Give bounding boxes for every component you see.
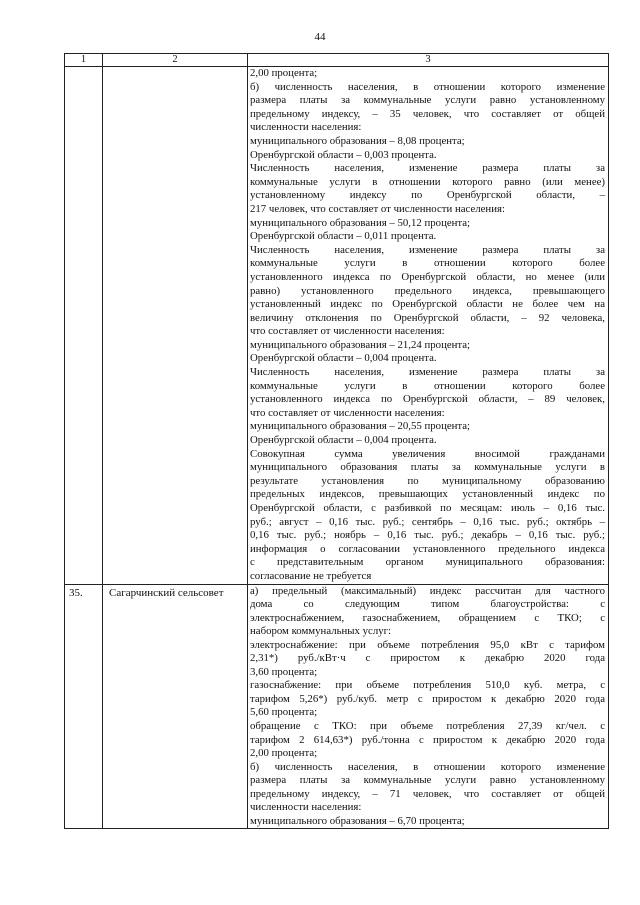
text-line: обращение с ТКО: при объеме потребления 27,39 кг/чел. с [250,720,605,733]
text-line: численности населения: [250,121,362,134]
text-line: величину отклонения по Оренбургской области, – 92 человека, [250,311,605,324]
text-line: численности населения: [250,801,362,814]
text-line: информация о согласовании установленного предельного индекса [250,542,605,555]
municipality-name [103,67,247,69]
text-line: б) численность населения, в отношении которого изменение [250,80,605,93]
text-line: 3,60 процента; [250,665,318,678]
text-line: электроснабжением, газоснабжением, обращением с ТКО; с [250,611,605,624]
text-line: муниципального образования – 6,70 процента; [250,814,465,827]
text-line: результате установления по муниципальному образованию [250,474,605,487]
text-line: коммунальные услуги в отношении которого более [250,379,605,392]
text-line: размера платы за коммунальные услуги равно установленному [250,774,605,787]
text-line: а) предельный (максимальный) индекс рассчитан для частного [250,584,605,597]
text-line: тарифом 2 614,63*) руб./тонна с приростом к декабрю 2020 года [250,733,605,746]
text-line: дома со следующим типом благоустройства: с [250,598,605,611]
text-line: б) численность населения, в отношении которого изменение [250,760,605,773]
row-number-cell [65,584,103,829]
text-line: коммунальные услуги в отношении которого равно (или менее) [250,175,605,188]
municipality-cell [103,584,248,829]
text-line: муниципального образования – 21,24 процента; [250,338,471,351]
text-line: установленному индексу по Оренбургской области, – [250,189,605,202]
text-line: Численность населения, изменение размера платы за [250,243,605,256]
text-line: 2,00 процента; [250,67,318,79]
text-line: 0,16 тыс. руб.; ноябрь – 0,16 тыс. руб.; декабрь – 0,16 тыс. руб.; [250,529,605,542]
table-header-row [65,54,609,67]
text-line: установленный индекс по Оренбургской области не более чем на [250,298,605,311]
text-line: Оренбургской области – 0,003 процента. [250,148,437,161]
text-line: муниципального образования – 20,55 процента; [250,420,471,433]
text-line: Совокупная сумма увеличения вносимой гражданами [250,447,605,460]
municipality-cell [103,67,248,585]
text-line: с представительным органом муниципального образования: [250,556,605,569]
text-line: что составляет от численности населения: [250,325,445,338]
text-line: размера платы за коммунальные услуги равно установленному [250,94,605,107]
text-line: муниципального образования – 8,08 процента; [250,134,465,147]
municipality-name: Сагарчинский сельсовет [109,586,224,599]
table-row [65,584,609,829]
text-line: предельных индексов, превышающих установленный индекс по [250,488,605,501]
table-row [65,67,609,585]
description-cell [248,67,609,585]
text-line: Численность населения, изменение размера платы за [250,366,605,379]
text-line: 2,00 процента; [250,747,318,760]
column-header-2: 2 [103,54,248,67]
data-table [64,53,609,829]
text-line: Оренбургской области – 0,004 процента. [250,352,437,365]
text-line: 5,60 процента; [250,706,318,719]
text-line: 217 человек, что составляет от численности населения: [250,202,505,215]
text-line: согласование не требуется [250,569,372,582]
text-line: Численность населения, изменение размера платы за [250,162,605,175]
text-line: набором коммунальных услуг: [250,625,392,638]
text-line: предельному индексу, – 35 человек, что составляет от общей [250,107,605,120]
text-line: тарифом 5,26*) руб./куб. метр с приростом к декабрю 2020 года [250,692,605,705]
text-line: муниципального образования платы за коммунальные услуги в [250,461,605,474]
column-header-1: 1 [65,54,103,67]
text-line: руб.; август – 0,16 тыс. руб.; сентябрь – 0,16 тыс. руб.; октябрь – [250,515,605,528]
text-line: Оренбургской области, с разбивкой по месяцам: июль – 0,16 тыс. [250,502,605,514]
text-line: 2,31*) руб./кВт·ч с приростом к декабрю 2020 года [250,652,605,665]
text-line: муниципального образования – 50,12 процента; [250,216,471,229]
text-line: коммунальные услуги в отношении которого более [250,257,605,270]
text-line: предельному индексу, – 71 человек, что составляет от общей [250,787,605,800]
text-line: газоснабжение: при объеме потребления 510,0 куб. метра, с [250,679,605,692]
page-number: 44 [314,31,326,43]
text-line: электроснабжение: при объеме потребления 95,0 кВт с тарифом [250,638,605,651]
description-cell [248,584,609,829]
text-line: Оренбургской области – 0,004 процента. [250,434,437,447]
text-line: что составляет от численности населения: [250,406,445,419]
row-number-cell [65,67,103,585]
row-number [65,67,102,69]
text-line: установленного индекса по Оренбургской области, но менее (или [250,270,605,283]
text-line: Оренбургской области – 0,011 процента. [250,230,437,243]
row-number: 35. [69,586,83,599]
text-line: равно) установленного предельного индекса, превышающего [250,284,605,297]
text-line: установленного индекса по Оренбургской области, – 89 человек, [250,393,605,406]
column-header-3: 3 [248,54,609,67]
